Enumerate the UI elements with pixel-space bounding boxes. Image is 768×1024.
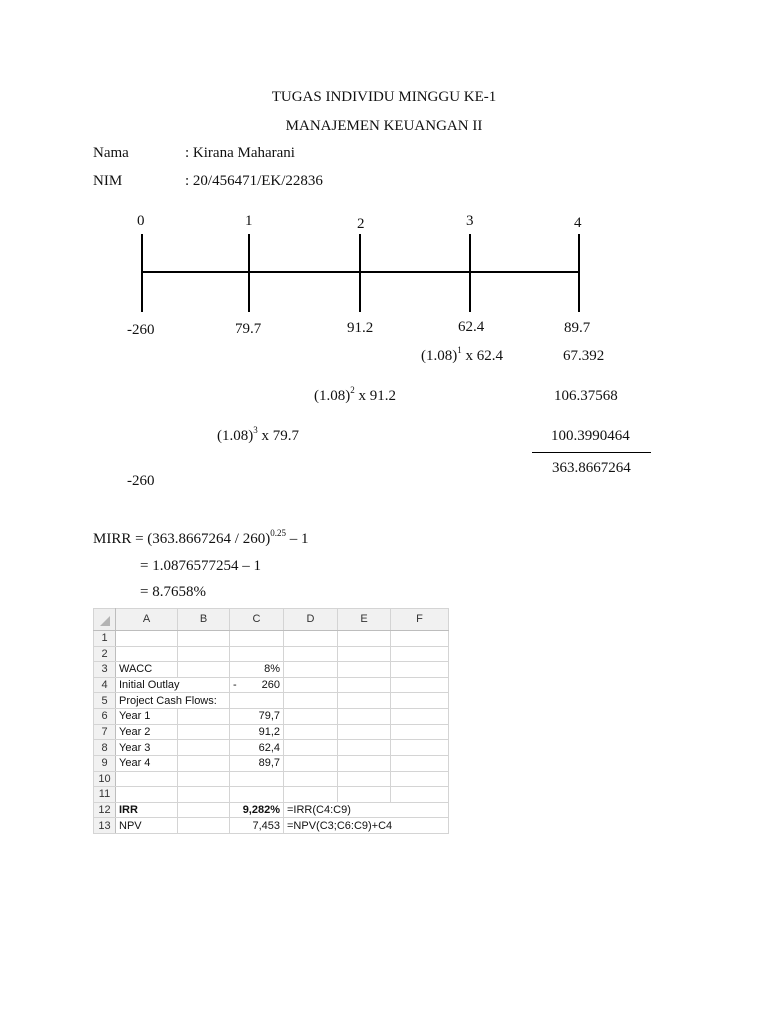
cell-e[interactable] <box>338 740 391 756</box>
cell-a[interactable]: NPV <box>116 818 178 834</box>
cell-f[interactable] <box>391 662 449 678</box>
cell-f[interactable] <box>391 709 449 725</box>
cell-c[interactable] <box>230 630 284 646</box>
cell-d[interactable] <box>284 646 338 662</box>
compound-result-year1: 100.3990464 <box>551 428 630 444</box>
row-header[interactable]: 6 <box>94 709 116 725</box>
cash-flow-value: -260 <box>127 322 155 338</box>
cell-d[interactable] <box>284 724 338 740</box>
cell-a[interactable]: Year 3 <box>116 740 178 756</box>
period-label: 2 <box>357 216 365 232</box>
cash-flow-timeline <box>0 0 768 340</box>
row-header[interactable]: 13 <box>94 818 116 834</box>
cell-f[interactable] <box>391 646 449 662</box>
cell-d[interactable] <box>284 630 338 646</box>
cell-d[interactable] <box>284 662 338 678</box>
row-header[interactable]: 8 <box>94 740 116 756</box>
cell-a[interactable]: Year 1 <box>116 709 178 725</box>
table-row <box>94 646 449 662</box>
cell-e[interactable] <box>338 787 391 803</box>
cell-a[interactable]: Year 2 <box>116 724 178 740</box>
cell-b[interactable] <box>178 771 230 787</box>
cell-f[interactable] <box>391 677 449 693</box>
cell-d[interactable]: =IRR(C4:C9) <box>284 802 449 818</box>
table-row <box>94 709 449 725</box>
column-header-a[interactable]: A <box>116 609 178 631</box>
period-label: 1 <box>245 213 253 229</box>
row-header[interactable]: 9 <box>94 755 116 771</box>
row-header[interactable]: 7 <box>94 724 116 740</box>
cell-c[interactable]: 8% <box>230 662 284 678</box>
cell-c[interactable]: 62,4 <box>230 740 284 756</box>
cell-c[interactable]: 91,2 <box>230 724 284 740</box>
mirr-step: = 1.0876577254 – 1 <box>140 558 261 574</box>
mirr-result: = 8.7658% <box>140 584 206 600</box>
cell-d[interactable]: =NPV(C3;C6:C9)+C4 <box>284 818 449 834</box>
column-header-c[interactable]: C <box>230 609 284 631</box>
cell-b[interactable] <box>178 724 230 740</box>
row-header[interactable]: 3 <box>94 662 116 678</box>
cell-d[interactable] <box>284 740 338 756</box>
cell-c[interactable]: 9,282% <box>230 802 284 818</box>
compound-formula-year3: $(1.08)^1$ x 62.4 <box>421 345 503 364</box>
cell-c[interactable] <box>230 787 284 803</box>
cell-a[interactable] <box>116 646 178 662</box>
document-subtitle: MANAJEMEN KEUANGAN II <box>285 118 483 134</box>
cell-d[interactable] <box>284 709 338 725</box>
cell-c[interactable]: 79,7 <box>230 709 284 725</box>
cell-e[interactable] <box>338 724 391 740</box>
cell-c[interactable] <box>230 693 284 709</box>
row-header[interactable]: 12 <box>94 802 116 818</box>
cell-a[interactable] <box>116 771 178 787</box>
cell-c[interactable]: 89,7 <box>230 755 284 771</box>
cell-e[interactable] <box>338 693 391 709</box>
row-header[interactable]: 11 <box>94 787 116 803</box>
nim-label: NIM <box>93 173 123 189</box>
column-header-f[interactable]: F <box>391 609 449 631</box>
cell-c[interactable] <box>230 646 284 662</box>
cell-b[interactable] <box>178 802 230 818</box>
compound-result-year2: 106.37568 <box>554 388 618 404</box>
table-row <box>94 802 449 818</box>
cell-a[interactable]: IRR <box>116 802 178 818</box>
row-header[interactable]: 10 <box>94 771 116 787</box>
cell-b[interactable] <box>178 818 230 834</box>
period-label: 4 <box>574 215 582 231</box>
cell-d[interactable] <box>284 693 338 709</box>
row-header[interactable]: 2 <box>94 646 116 662</box>
cell-d[interactable] <box>284 755 338 771</box>
cell-e[interactable] <box>338 646 391 662</box>
table-row <box>94 818 449 834</box>
table-row <box>94 755 449 771</box>
table-row <box>94 630 449 646</box>
row-header[interactable]: 1 <box>94 630 116 646</box>
select-all-corner[interactable] <box>94 609 116 631</box>
cash-flow-value: 89.7 <box>564 320 591 336</box>
cell-e[interactable] <box>338 771 391 787</box>
cell-b[interactable] <box>178 787 230 803</box>
cash-flow-value: 79.7 <box>235 321 262 337</box>
cell-b[interactable] <box>178 740 230 756</box>
column-header-d[interactable]: D <box>284 609 338 631</box>
cash-flow-value: 62.4 <box>458 319 485 335</box>
period-label: 0 <box>137 213 145 229</box>
table-row <box>94 693 449 709</box>
select-all-icon <box>100 616 110 626</box>
cell-c-sign: - <box>233 679 237 692</box>
compound-result-year3: 67.392 <box>563 348 605 364</box>
table-row <box>94 724 449 740</box>
cell-b[interactable] <box>178 709 230 725</box>
period-label: 3 <box>466 213 474 229</box>
nim-value: : 20/456471/EK/22836 <box>185 173 323 189</box>
cell-f[interactable] <box>391 771 449 787</box>
table-row <box>94 771 449 787</box>
cell-b[interactable] <box>178 646 230 662</box>
document-title: TUGAS INDIVIDU MINGGU KE-1 <box>271 89 497 105</box>
table-row <box>94 662 449 678</box>
row-header[interactable]: 4 <box>94 677 116 693</box>
cell-a[interactable]: Initial Outlay <box>116 677 230 693</box>
cell-e[interactable] <box>338 630 391 646</box>
cell-f[interactable] <box>391 693 449 709</box>
cell-e[interactable] <box>338 709 391 725</box>
cell-f[interactable] <box>391 740 449 756</box>
cell-e[interactable] <box>338 677 391 693</box>
cell-e[interactable] <box>338 662 391 678</box>
cell-d[interactable] <box>284 771 338 787</box>
name-value: : Kirana Maharani <box>185 145 295 161</box>
terminal-value-total: 363.8667264 <box>552 460 631 476</box>
column-header-b[interactable]: B <box>178 609 230 631</box>
column-header-e[interactable]: E <box>338 609 391 631</box>
spreadsheet <box>93 608 449 834</box>
cell-d[interactable] <box>284 677 338 693</box>
name-label: Nama <box>93 145 129 161</box>
cell-b[interactable] <box>178 662 230 678</box>
cell-c[interactable]: 7,453 <box>230 818 284 834</box>
cell-d[interactable] <box>284 787 338 803</box>
sum-rule <box>532 452 651 453</box>
cell-a[interactable]: WACC <box>116 662 178 678</box>
cell-b[interactable] <box>178 630 230 646</box>
cell-a[interactable] <box>116 630 178 646</box>
row-header[interactable]: 5 <box>94 693 116 709</box>
mirr-formula: MIRR = (363.8667264 / 260)$^{0.25}$ – 1 <box>93 528 309 547</box>
compound-formula-year2: $(1.08)^2$ x 91.2 <box>314 385 396 404</box>
cell-a[interactable] <box>116 787 178 803</box>
cell-c[interactable] <box>230 677 284 693</box>
compound-formula-year1: $(1.08)^3$ x 79.7 <box>217 425 299 444</box>
cell-b[interactable] <box>178 755 230 771</box>
cash-flow-value: 91.2 <box>347 320 374 336</box>
cell-f[interactable] <box>391 724 449 740</box>
initial-outlay: -260 <box>127 473 155 489</box>
cell-c-value: 260 <box>261 679 280 692</box>
cell-a[interactable]: Year 4 <box>116 755 178 771</box>
table-row <box>94 677 449 693</box>
cell-f[interactable] <box>391 630 449 646</box>
cell-f[interactable] <box>391 787 449 803</box>
cell-e[interactable] <box>338 755 391 771</box>
cell-a[interactable]: Project Cash Flows: <box>116 693 230 709</box>
cell-c[interactable] <box>230 771 284 787</box>
table-row <box>94 740 449 756</box>
cell-f[interactable] <box>391 755 449 771</box>
table-row <box>94 787 449 803</box>
